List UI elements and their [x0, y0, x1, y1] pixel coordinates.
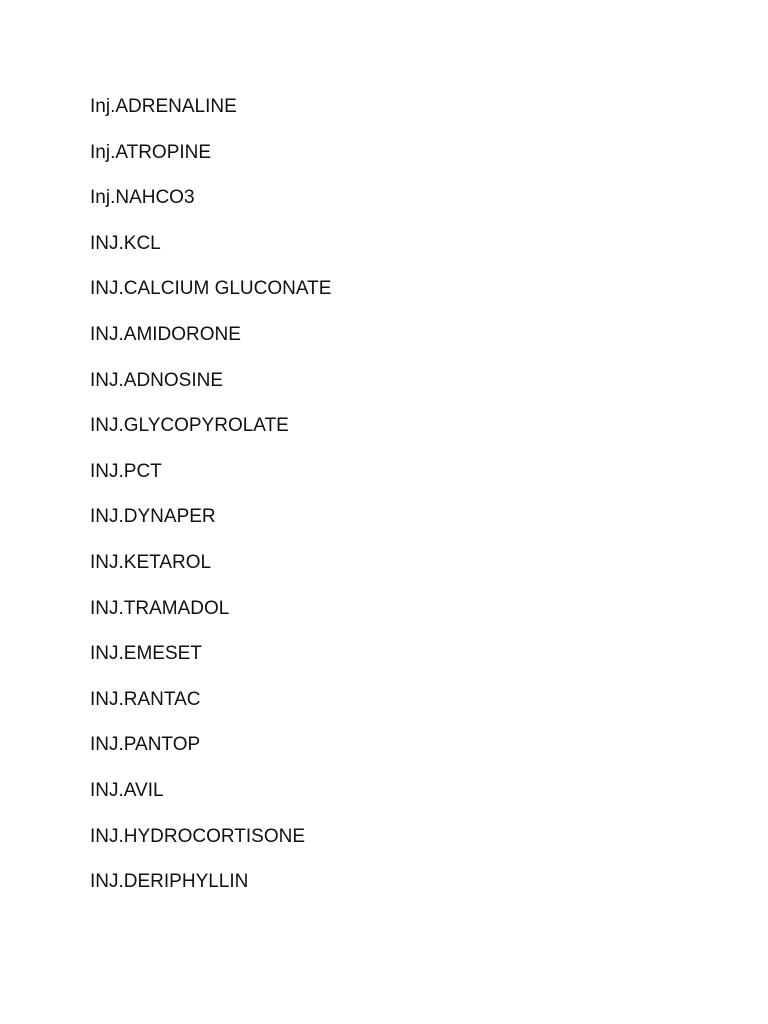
list-item: INJ.KCL [90, 232, 161, 254]
list-item: INJ.HYDROCORTISONE [90, 825, 306, 847]
list-item: INJ.PANTOP [90, 734, 201, 756]
list-item: INJ.PCT [90, 460, 162, 482]
list-item: INJ.TRAMADOL [90, 597, 230, 619]
list-item: INJ.CALCIUM GLUCONATE [90, 278, 332, 300]
list-item: INJ.DYNAPER [90, 506, 216, 528]
list-item: Inj.NAHCO3 [90, 187, 195, 209]
list-item: INJ.KETAROL [90, 551, 212, 573]
list-item: Inj.ATROPINE [90, 141, 212, 163]
drug-list [90, 94, 331, 915]
list-item: INJ.RANTAC [90, 688, 201, 710]
list-item: Inj.ADRENALINE [90, 96, 237, 117]
list-item: INJ.AMIDORONE [90, 323, 241, 345]
list-item: INJ.AVIL [90, 779, 164, 801]
list-item: INJ.DERIPHYLLIN [90, 871, 249, 893]
list-item: INJ.ADNOSINE [90, 369, 224, 391]
list-item: INJ.EMESET [90, 643, 202, 665]
list-item: INJ.GLYCOPYROLATE [90, 415, 289, 437]
